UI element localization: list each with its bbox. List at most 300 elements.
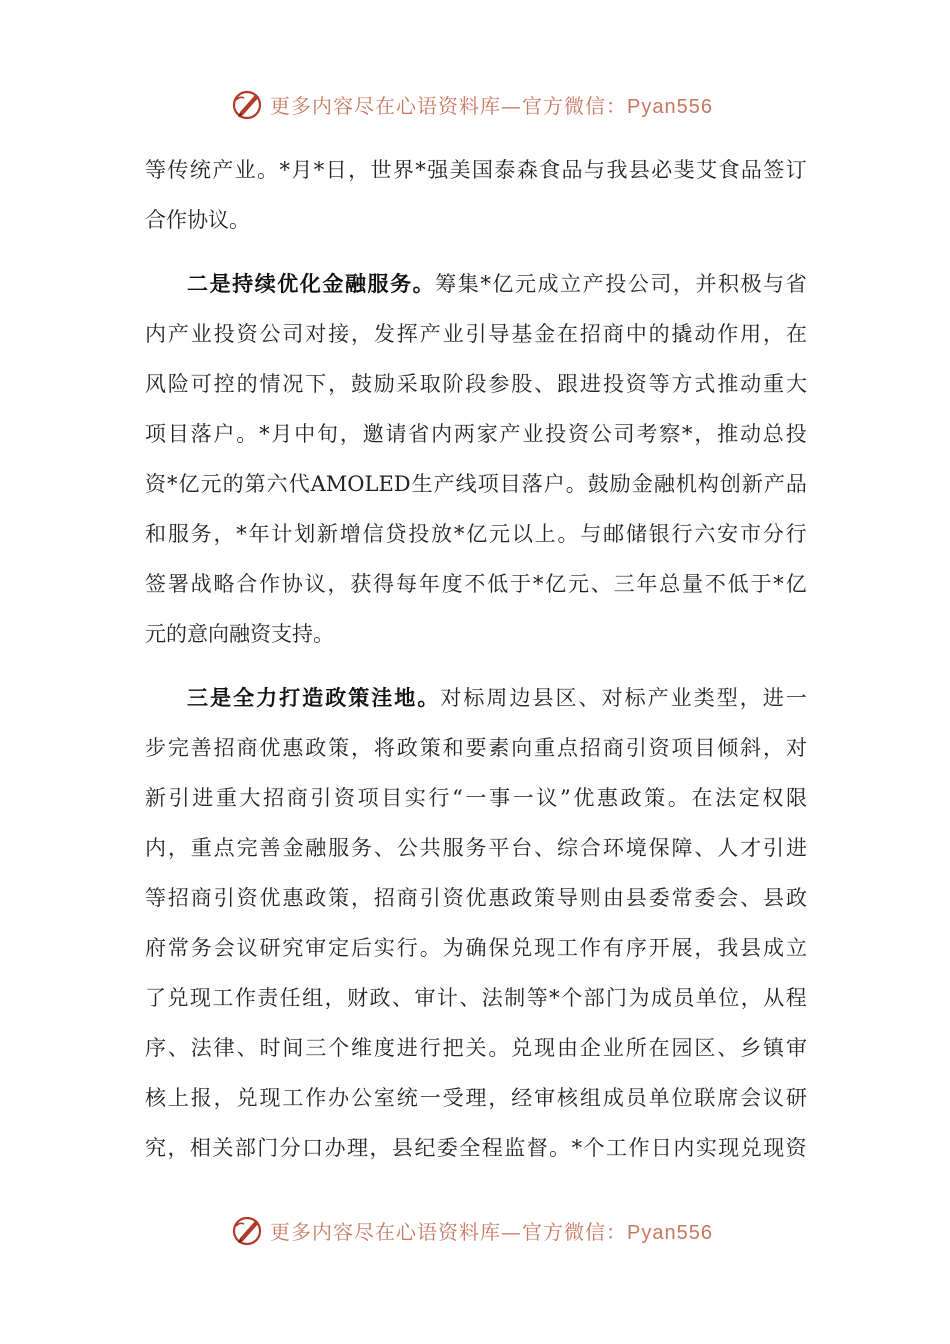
text-char: 律 — [213, 1036, 235, 1060]
text-char: 撬 — [671, 322, 693, 346]
text-char: ， — [167, 1136, 189, 1160]
lead-heading-char: 优 — [277, 271, 299, 296]
text-char: 投 — [605, 272, 627, 296]
text-char: ， — [672, 272, 694, 296]
text-char: 产 — [647, 686, 669, 710]
text-char: 年 — [418, 572, 440, 596]
text-char: 统 — [189, 158, 211, 182]
text-char: 财 — [347, 986, 369, 1010]
text-char: 中 — [625, 322, 647, 346]
text-char: 实 — [404, 786, 426, 810]
text-char: 资 — [567, 422, 589, 446]
text-char: 进 — [762, 686, 784, 710]
text-char: 合 — [579, 836, 601, 860]
text-char: 森 — [516, 158, 538, 182]
text-char: 金 — [631, 472, 653, 496]
text-char: 务 — [190, 522, 212, 546]
header-banner — [0, 84, 950, 124]
text-char: 式 — [694, 372, 716, 396]
text-char: ， — [351, 322, 373, 346]
text-char: 线 — [455, 472, 477, 496]
text-char: 、 — [590, 572, 612, 596]
text-char: 食 — [718, 158, 740, 182]
text-char: 督 — [526, 1136, 548, 1160]
text-char: 台 — [511, 836, 533, 860]
text-char: 股 — [511, 372, 533, 396]
text-char: 优 — [573, 786, 595, 810]
text-char: 序 — [145, 1036, 166, 1060]
text-char: 优 — [465, 886, 487, 910]
text-char: 环 — [602, 836, 624, 860]
text-char: 室 — [373, 1086, 395, 1110]
text-char: 导 — [488, 322, 510, 346]
footer-banner — [0, 1210, 950, 1250]
text-char: 度 — [441, 572, 463, 596]
text-char: 成 — [537, 272, 559, 296]
text-char: 资 — [785, 1136, 807, 1160]
text-char: 信 — [362, 522, 384, 546]
text-char: 定 — [738, 786, 760, 810]
text-char: 目 — [694, 736, 716, 760]
text-char: 签 — [763, 158, 785, 182]
text-char: 确 — [465, 936, 487, 960]
text-char: 完 — [167, 736, 189, 760]
text-char: 资 — [648, 736, 670, 760]
text-char: 行 — [396, 936, 418, 960]
text-char: 策 — [328, 736, 350, 760]
text-char: 县 — [532, 686, 554, 710]
text-char: 间 — [282, 1036, 304, 1060]
text-char: 共 — [419, 836, 441, 860]
text-char: 程 — [481, 1136, 503, 1160]
text-char: ， — [348, 158, 370, 182]
text-char: ， — [213, 522, 235, 546]
text-char: 。 — [236, 422, 258, 446]
text-char: * — [167, 472, 178, 496]
text-char: 户 — [543, 472, 565, 496]
text-char: 倾 — [717, 736, 739, 760]
text-char: 从 — [763, 986, 785, 1010]
text-char: 作 — [305, 1086, 327, 1110]
text-char: 日 — [650, 1136, 672, 1160]
text-char: ， — [351, 736, 373, 760]
text-char: 了 — [145, 986, 166, 1010]
text-char: 点 — [213, 836, 235, 860]
text-char: 强 — [427, 158, 449, 182]
text-char: 由 — [557, 1036, 579, 1060]
text-char: 优 — [259, 736, 281, 760]
text-char: 有 — [602, 936, 624, 960]
text-char: 引 — [763, 836, 785, 860]
text-char: 与 — [580, 522, 602, 546]
text-char: 议 — [304, 572, 326, 596]
lead-heading-char: 造 — [302, 685, 324, 710]
text-char: 产 — [433, 472, 455, 496]
text-char: 取 — [419, 372, 441, 396]
text-char: 究 — [282, 936, 304, 960]
text-char: 推 — [717, 422, 739, 446]
lead-heading-char: 化 — [299, 271, 321, 296]
text-char: 重 — [190, 836, 212, 860]
text-char: 进 — [785, 836, 807, 860]
text-line — [145, 609, 807, 659]
text-char: 元 — [145, 622, 166, 646]
text-char: 与 — [763, 272, 785, 296]
text-char: 的 — [236, 372, 258, 396]
text-char: ， — [694, 936, 716, 960]
text-char: 业 — [522, 422, 544, 446]
text-char: 于 — [510, 572, 531, 596]
text-char: 、 — [391, 986, 413, 1010]
text-char: 亿 — [466, 522, 488, 546]
text-char: 等 — [526, 986, 548, 1010]
text-char: 品 — [561, 158, 583, 182]
text-char: 会 — [213, 936, 235, 960]
text-char: 现 — [534, 1036, 556, 1060]
text-char: 目 — [499, 472, 521, 496]
text-char: 界 — [392, 158, 414, 182]
text-char: 位 — [671, 1086, 693, 1110]
text-char: 动 — [739, 422, 761, 446]
text-char: 构 — [697, 472, 719, 496]
text-char: 工 — [606, 1136, 628, 1160]
text-char: 事 — [489, 786, 511, 810]
lead-heading-char: 洼 — [371, 685, 393, 710]
text-char: 个 — [583, 1136, 605, 1160]
text-char: 协 — [281, 572, 303, 596]
text-char: 则 — [579, 886, 601, 910]
lead-heading-char: 服 — [367, 271, 389, 296]
text-char: 元 — [514, 272, 536, 296]
text-char: 产 — [763, 472, 785, 496]
text-char: 产 — [212, 158, 234, 182]
text-char: 保 — [488, 936, 510, 960]
text-char: 况 — [282, 372, 304, 396]
text-char: 引 — [419, 886, 441, 910]
header-banner-text: 更多内容尽在心语资料库—官方微信：Pyan556 — [270, 93, 713, 118]
text-char: 险 — [167, 372, 189, 396]
text-char: 单 — [695, 986, 717, 1010]
lead-heading-char: 打 — [279, 685, 301, 710]
text-char: 开 — [648, 936, 670, 960]
text-char: 生 — [411, 472, 433, 496]
text-char: 常 — [671, 886, 693, 910]
text-char: 下 — [305, 372, 327, 396]
text-char: ， — [167, 836, 189, 860]
text-char: 合 — [145, 208, 166, 232]
text-char: 省 — [408, 422, 430, 446]
pen-nib-logo-icon — [230, 1212, 266, 1248]
text-char: 招 — [579, 736, 601, 760]
text-char: 个 — [561, 986, 583, 1010]
text-char: 重 — [534, 736, 556, 760]
text-char: 权 — [762, 786, 784, 810]
text-line — [145, 509, 807, 559]
text-char: 世 — [370, 158, 392, 182]
text-line — [145, 309, 807, 359]
text-char: 型 — [716, 686, 738, 710]
text-char: 项 — [477, 472, 499, 496]
text-char: * — [415, 158, 426, 182]
text-char: 惠 — [282, 736, 304, 760]
text-char: * — [532, 572, 544, 596]
text-char: 对 — [305, 322, 327, 346]
text-char: “ — [452, 786, 463, 810]
text-char: 法 — [190, 1036, 212, 1060]
text-char: 公 — [351, 1086, 373, 1110]
text-char: 理 — [347, 1136, 369, 1160]
text-char: 。 — [419, 936, 441, 960]
text-char: 、 — [534, 372, 556, 396]
text-char: 审 — [414, 986, 436, 1010]
text-char: 完 — [236, 836, 258, 860]
text-char: 鼓 — [587, 472, 609, 496]
text-char: 年 — [248, 522, 270, 546]
text-char: 中 — [294, 422, 316, 446]
text-char: 商 — [286, 786, 308, 810]
text-char: 关 — [212, 1136, 234, 1160]
text-char: 引 — [310, 786, 332, 810]
text-char: 内 — [673, 1136, 695, 1160]
text-line — [145, 1073, 807, 1123]
text-char: 商 — [602, 322, 624, 346]
text-char: AMOLED — [310, 472, 411, 496]
text-char: 持 — [292, 622, 313, 646]
text-char: 内 — [145, 836, 166, 860]
text-char: 商 — [396, 886, 418, 910]
text-char: ， — [763, 736, 785, 760]
text-char: 所 — [625, 1036, 647, 1060]
text-char: 参 — [488, 372, 510, 396]
text-char: 亿 — [545, 572, 567, 596]
text-char: 人 — [717, 836, 739, 860]
text-char: 立 — [560, 272, 582, 296]
text-char: 鼓 — [351, 372, 373, 396]
text-char: 务 — [351, 836, 373, 860]
text-char: 会 — [740, 1086, 762, 1110]
text-char: 协 — [187, 208, 208, 232]
text-char: 。 — [565, 472, 587, 496]
text-char: 业 — [442, 322, 464, 346]
text-char: 组 — [302, 986, 324, 1010]
text-char: 资 — [625, 372, 647, 396]
text-char: 企 — [579, 1036, 601, 1060]
text-char: 计 — [271, 522, 293, 546]
text-char: 机 — [675, 472, 697, 496]
text-char: 园 — [671, 1036, 693, 1060]
text-char: 元 — [489, 522, 510, 546]
text-char: 资 — [236, 322, 258, 346]
text-char: 委 — [648, 886, 670, 910]
footer-banner-text: 更多内容尽在心语资料库—官方微信：Pyan556 — [270, 1219, 713, 1244]
text-line — [145, 559, 807, 609]
text-char: 在 — [785, 322, 807, 346]
text-char: 元 — [567, 572, 589, 596]
text-char: 安 — [717, 522, 739, 546]
text-line — [145, 723, 807, 773]
text-char: 度 — [373, 1036, 395, 1060]
text-char: 办 — [324, 1136, 346, 1160]
text-char: 成 — [602, 1086, 624, 1110]
text-char: 善 — [190, 736, 212, 760]
text-char: 上 — [534, 522, 556, 546]
text-char: 。 — [549, 1136, 571, 1160]
text-char: 政 — [785, 886, 807, 910]
text-char: 意 — [187, 622, 208, 646]
text-line — [145, 973, 807, 1023]
text-char: 报 — [190, 1086, 212, 1110]
text-char: 时 — [259, 1036, 281, 1060]
text-char: 。 — [313, 622, 334, 646]
text-char: 户 — [213, 422, 235, 446]
text-char: 家 — [476, 422, 498, 446]
text-char: 与 — [584, 158, 606, 182]
text-char: 极 — [740, 272, 762, 296]
text-char: 品 — [740, 158, 762, 182]
text-char: 作 — [234, 986, 256, 1010]
text-char: 县 — [628, 158, 650, 182]
text-char: 创 — [719, 472, 741, 496]
text-char: 位 — [718, 986, 740, 1010]
text-char: 和 — [442, 736, 464, 760]
text-char: 办 — [328, 1086, 350, 1110]
text-line — [145, 459, 807, 509]
text-char: 平 — [488, 836, 510, 860]
text-char: 实 — [373, 936, 395, 960]
text-char: 。 — [667, 786, 689, 810]
text-line — [145, 1023, 807, 1073]
text-char: 察 — [659, 422, 681, 446]
text-char: 现 — [259, 1086, 281, 1110]
text-char: 我 — [717, 936, 739, 960]
text-char: 县 — [625, 886, 647, 910]
text-char: 引 — [625, 736, 647, 760]
text-char: 战 — [190, 572, 212, 596]
text-char: 投 — [213, 322, 235, 346]
text-char: 三 — [305, 1036, 327, 1060]
text-char: 委 — [694, 886, 716, 910]
text-char: * — [453, 522, 465, 546]
text-char: 作 — [259, 572, 281, 596]
text-char: 政 — [369, 986, 391, 1010]
text-char: 部 — [234, 1136, 256, 1160]
text-char: 新 — [145, 786, 166, 810]
text-char: 政 — [396, 736, 418, 760]
text-char: 业 — [190, 322, 212, 346]
text-char: 得 — [373, 572, 395, 596]
text-char: 我 — [606, 158, 628, 182]
text-char: 总 — [659, 572, 681, 596]
text-line — [145, 673, 807, 723]
text-char: 重 — [215, 786, 237, 810]
text-char: 现 — [718, 1136, 740, 1160]
text-char: 推 — [717, 372, 739, 396]
text-char: 定 — [328, 936, 350, 960]
lead-heading-char: 。 — [417, 685, 439, 710]
text-char: ， — [327, 572, 349, 596]
lead-heading-char: 续 — [254, 271, 276, 296]
text-char: 集 — [457, 272, 479, 296]
text-char: 相 — [189, 1136, 211, 1160]
text-char: 励 — [373, 372, 395, 396]
text-char: * — [549, 986, 560, 1010]
text-char: 励 — [609, 472, 631, 496]
text-char: 行 — [785, 522, 807, 546]
text-char: 三 — [613, 572, 635, 596]
text-char: 公 — [627, 272, 649, 296]
text-char: 政 — [305, 886, 327, 910]
text-char: 风 — [145, 372, 166, 396]
text-char: 上 — [167, 1086, 189, 1110]
text-char: 经 — [511, 1086, 533, 1110]
text-char: ， — [740, 986, 762, 1010]
text-char: 区 — [555, 686, 577, 710]
text-char: 招 — [373, 886, 395, 910]
text-char: 斜 — [740, 736, 762, 760]
text-char: 美 — [449, 158, 471, 182]
text-char: 量 — [682, 572, 703, 596]
lead-heading-char: 融 — [344, 271, 366, 296]
text-char: 商 — [602, 736, 624, 760]
text-char: 必 — [651, 158, 673, 182]
text-char: ， — [339, 422, 361, 446]
text-char: 等 — [145, 886, 166, 910]
text-char: 项 — [145, 422, 166, 446]
text-char: 控 — [213, 372, 235, 396]
text-char: 亿 — [178, 472, 200, 496]
text-char: 席 — [717, 1086, 739, 1110]
text-char: 点 — [557, 736, 579, 760]
text-char: 支 — [271, 622, 292, 646]
text-char: 第 — [244, 472, 266, 496]
text-char: 服 — [167, 522, 189, 546]
text-char: 、 — [717, 1036, 739, 1060]
text-char: 素 — [488, 736, 510, 760]
text-char: 署 — [167, 572, 189, 596]
text-char: * — [773, 572, 784, 596]
text-char: 方 — [671, 372, 693, 396]
text-char: 目 — [381, 786, 403, 810]
text-line — [145, 359, 807, 409]
text-char: 才 — [740, 836, 762, 860]
text-char: 情 — [259, 372, 281, 396]
text-char: 优 — [259, 886, 281, 910]
text-char: 落 — [190, 422, 212, 446]
text-char: 不 — [704, 572, 726, 596]
text-char: 将 — [373, 736, 395, 760]
text-line — [145, 409, 807, 459]
text-char: 融 — [305, 836, 327, 860]
lead-heading-char: 策 — [348, 685, 370, 710]
text-char: 引 — [213, 886, 235, 910]
text-char: 议 — [236, 936, 258, 960]
text-char: 邮 — [603, 522, 625, 546]
text-char: * — [236, 522, 247, 546]
text-char: 产 — [582, 272, 604, 296]
text-char: 元 — [200, 472, 222, 496]
text-char: 。 — [557, 522, 579, 546]
lead-heading-char: 力 — [256, 685, 278, 710]
text-char: 的 — [222, 472, 244, 496]
text-char: ， — [328, 372, 350, 396]
text-char: 两 — [453, 422, 475, 446]
paragraph-gap — [145, 659, 807, 673]
text-char: 公 — [590, 422, 612, 446]
text-char: 贷 — [385, 522, 407, 546]
text-char: 大 — [785, 372, 807, 396]
text-char: 理 — [465, 1086, 487, 1110]
text-char: 、 — [167, 1036, 189, 1060]
